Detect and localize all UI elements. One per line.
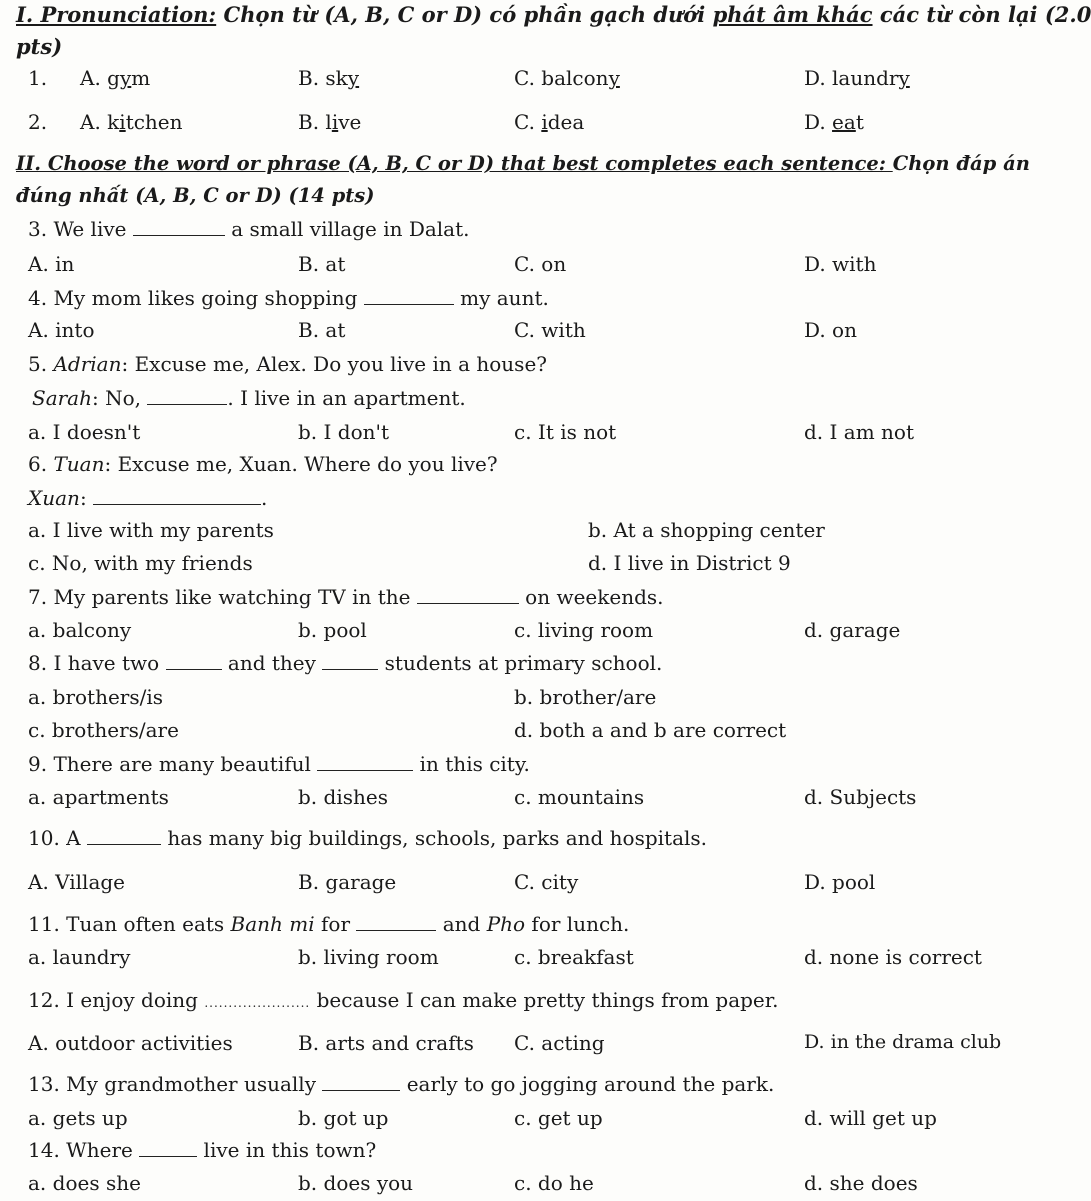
- q7-option-b: b. pool: [298, 618, 367, 642]
- q8-option-c: c. brothers/are: [28, 718, 179, 742]
- text-fragment: : No,: [92, 386, 148, 410]
- q8-option-d: d. both a and b are correct: [514, 718, 787, 742]
- q6-speaker-xuan: Xuan: [28, 486, 80, 510]
- q5-line-2: [32, 386, 466, 410]
- q9-option-c: c. mountains: [514, 785, 645, 809]
- text-fragment: :: [79, 486, 94, 510]
- q11-option-b: b. living room: [298, 945, 439, 969]
- section-1-instruction-emphasis: phát âm khác: [712, 2, 873, 27]
- q6-line-1: [28, 452, 498, 476]
- text-fragment: i: [541, 110, 548, 134]
- text-fragment: .: [261, 486, 268, 510]
- q11-stem: [28, 912, 629, 936]
- q8-stem: [28, 651, 662, 675]
- text-fragment: has many big buildings, schools, parks and hospitals.: [160, 826, 708, 850]
- q14-option-c: c. do he: [514, 1171, 594, 1195]
- q3-option-c: C. on: [514, 252, 567, 276]
- text-fragment: for lunch.: [525, 912, 630, 936]
- answer-blank: [356, 912, 436, 931]
- q3-stem: [28, 217, 470, 241]
- q2-number: 2.: [28, 110, 48, 134]
- q5-line-1: [28, 352, 547, 376]
- q8-option-a: a. brothers/is: [28, 685, 164, 709]
- text-fragment: 5.: [28, 352, 54, 376]
- answer-blank: [322, 1072, 400, 1091]
- section-2-title: II. Choose the word or phrase (A, B, C or D) that best completes each sentence:: [16, 152, 893, 175]
- text-fragment: in this city.: [413, 752, 530, 776]
- text-fragment: C.: [514, 110, 542, 134]
- q9-stem: [28, 752, 530, 776]
- text-fragment: Pho: [486, 912, 526, 936]
- text-fragment: early to go jogging around the park.: [400, 1072, 775, 1096]
- text-fragment: D. laundr: [804, 66, 899, 90]
- q3-option-d: D. with: [804, 252, 877, 276]
- q9-option-a: a. apartments: [28, 785, 169, 809]
- q6-option-d: d. I live in District 9: [588, 551, 791, 575]
- text-fragment: and they: [221, 651, 323, 675]
- text-fragment: B. sk: [298, 66, 348, 90]
- section-1-heading-line2: pts): [16, 34, 63, 59]
- text-fragment: t: [855, 110, 864, 134]
- q7-option-a: a. balcony: [28, 618, 132, 642]
- q6-option-a: a. I live with my parents: [28, 518, 274, 542]
- text-fragment: C. balcon: [514, 66, 609, 90]
- q14-option-a: a. does she: [28, 1171, 141, 1195]
- q7-option-c: c. living room: [514, 618, 654, 642]
- q9-option-b: b. dishes: [298, 785, 388, 809]
- text-fragment: 3. We live: [28, 217, 133, 241]
- q6-option-c: c. No, with my friends: [28, 551, 253, 575]
- q11-option-a: a. laundry: [28, 945, 131, 969]
- q1-number: 1.: [28, 66, 48, 90]
- section-1-heading: [16, 2, 1091, 27]
- q14-option-b: b. does you: [298, 1171, 414, 1195]
- text-fragment: D.: [804, 110, 833, 134]
- text-fragment: 6.: [28, 452, 54, 476]
- answer-dots: ......................: [204, 996, 311, 1010]
- q12-stem: [28, 988, 779, 1012]
- q2-option-b: [298, 110, 361, 134]
- section-2-heading: [16, 152, 1030, 175]
- text-fragment: A. k: [80, 110, 120, 134]
- text-fragment: 9. There are many beautiful: [28, 752, 318, 776]
- q3-option-b: B. at: [298, 252, 346, 276]
- q10-option-b: B. garage: [298, 870, 397, 894]
- q5-speaker-adrian: Adrian: [53, 352, 122, 376]
- text-fragment: 14. Where: [28, 1138, 140, 1162]
- answer-blank: [364, 286, 454, 305]
- q4-stem: [28, 286, 549, 310]
- text-fragment: m: [131, 66, 151, 90]
- text-fragment: i: [119, 110, 126, 134]
- answer-blank: [133, 217, 225, 236]
- q8-option-b: b. brother/are: [514, 685, 657, 709]
- text-fragment: for: [314, 912, 357, 936]
- q4-option-b: B. at: [298, 318, 346, 342]
- q12-option-b: B. arts and crafts: [298, 1031, 474, 1055]
- answer-blank: [166, 651, 222, 670]
- text-fragment: 12. I enjoy doing: [28, 988, 205, 1012]
- text-fragment: 11. Tuan often eats: [28, 912, 231, 936]
- q6-option-b: b. At a shopping center: [588, 518, 825, 542]
- q5-option-a: a. I doesn't: [28, 420, 141, 444]
- q11-option-c: c. breakfast: [514, 945, 634, 969]
- text-fragment: on weekends.: [518, 585, 664, 609]
- text-fragment: y: [898, 66, 910, 90]
- text-fragment: and: [436, 912, 487, 936]
- q6-speaker-tuan: Tuan: [53, 452, 105, 476]
- answer-blank: [322, 651, 378, 670]
- q1-option-b: [298, 66, 359, 90]
- answer-blank: [87, 826, 161, 845]
- q5-option-b: b. I don't: [298, 420, 390, 444]
- text-fragment: y: [347, 66, 360, 90]
- answer-blank: [93, 486, 261, 505]
- q11-option-d: d. none is correct: [804, 945, 982, 969]
- q7-option-d: d. garage: [804, 618, 901, 642]
- q13-option-c: c. get up: [514, 1106, 603, 1130]
- q9-option-d: d. Subjects: [804, 785, 917, 809]
- q10-option-c: C. city: [514, 870, 579, 894]
- text-fragment: 4. My mom likes going shopping: [28, 286, 364, 310]
- text-fragment: tchen: [125, 110, 183, 134]
- answer-blank: [139, 1138, 197, 1157]
- q13-option-b: b. got up: [298, 1106, 389, 1130]
- section-2-heading-line2: đúng nhất (A, B, C or D) (14 pts): [16, 184, 375, 207]
- q2-option-d: [804, 110, 864, 134]
- q2-option-a: [80, 110, 183, 134]
- q14-option-d: d. she does: [804, 1171, 918, 1195]
- text-fragment: dea: [547, 110, 585, 134]
- text-fragment: A. g: [80, 66, 120, 90]
- q1-option-a: [80, 66, 150, 90]
- text-fragment: : Excuse me, Alex. Do you live in a house?: [121, 352, 548, 376]
- q4-option-a: A. into: [28, 318, 95, 342]
- q5-option-c: c. It is not: [514, 420, 617, 444]
- answer-blank: [417, 585, 519, 604]
- q14-stem: [28, 1138, 376, 1162]
- text-fragment: students at primary school.: [378, 651, 663, 675]
- section-1-instruction: Chọn từ (A, B, C or D) có phần gạch dưới: [216, 2, 713, 27]
- text-fragment: a small village in Dalat.: [224, 217, 470, 241]
- text-fragment: 8. I have two: [28, 651, 166, 675]
- q5-option-d: d. I am not: [804, 420, 914, 444]
- q12-option-c: C. acting: [514, 1031, 605, 1055]
- text-fragment: B. l: [298, 110, 332, 134]
- q6-line-2: [28, 486, 267, 510]
- q4-option-d: D. on: [804, 318, 857, 342]
- q5-speaker-sarah: Sarah: [32, 386, 92, 410]
- text-fragment: 10. A: [28, 826, 87, 850]
- text-fragment: because I can make pretty things from paper.: [310, 988, 779, 1012]
- q12-option-d: D. in the drama club: [804, 1031, 1002, 1053]
- answer-blank: [317, 752, 413, 771]
- q13-stem: [28, 1072, 774, 1096]
- q4-option-c: C. with: [514, 318, 586, 342]
- q1-option-c: [514, 66, 620, 90]
- q1-option-d: [804, 66, 910, 90]
- section-2-instruction-tail: Chọn đáp án: [892, 152, 1030, 175]
- text-fragment: : Excuse me, Xuan. Where do you live?: [104, 452, 498, 476]
- text-fragment: y: [119, 66, 132, 90]
- text-fragment: Banh mi: [230, 912, 315, 936]
- q3-option-a: A. in: [28, 252, 75, 276]
- q13-option-d: d. will get up: [804, 1106, 937, 1130]
- q7-stem: [28, 585, 664, 609]
- text-fragment: my aunt.: [453, 286, 549, 310]
- q10-option-d: D. pool: [804, 870, 876, 894]
- section-1-instruction-tail: các từ còn lại (2.0: [872, 2, 1091, 27]
- text-fragment: y: [608, 66, 620, 90]
- q13-option-a: a. gets up: [28, 1106, 128, 1130]
- q10-stem: [28, 826, 707, 850]
- text-fragment: 7. My parents like watching TV in the: [28, 585, 417, 609]
- section-1-title: I. Pronunciation:: [16, 2, 217, 27]
- text-fragment: . I live in an apartment.: [227, 386, 466, 410]
- text-fragment: ve: [338, 110, 362, 134]
- text-fragment: i: [331, 110, 339, 134]
- q2-option-c: [514, 110, 584, 134]
- q12-option-a: A. outdoor activities: [28, 1031, 233, 1055]
- text-fragment: ea: [832, 110, 856, 134]
- q10-option-a: A. Village: [28, 870, 126, 894]
- text-fragment: live in this town?: [197, 1138, 377, 1162]
- answer-blank: [147, 386, 227, 405]
- text-fragment: 13. My grandmother usually: [28, 1072, 323, 1096]
